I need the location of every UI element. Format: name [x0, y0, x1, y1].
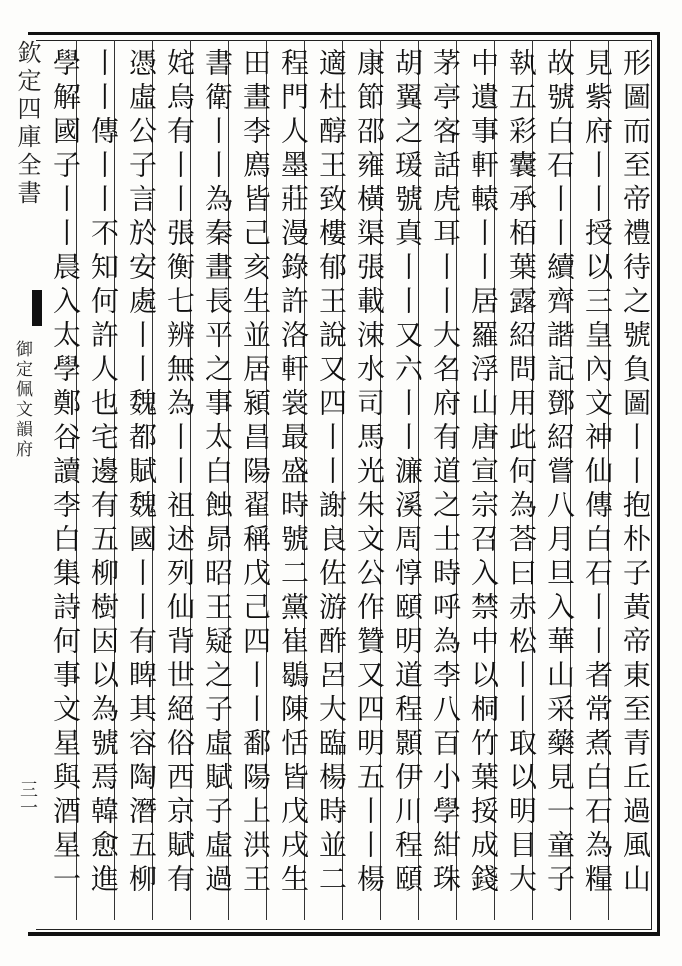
- text-column-2: 見紫府丨丨授以三皇內文神仙傳白石丨丨者常煮白石為糧: [581, 48, 614, 898]
- text-column-6: 茅亭客話虎耳丨丨大名府有道之士時呼為李八百小學紺珠: [429, 48, 462, 898]
- text-column-12: 書衛丨丨為秦畫長平之事太白蝕昴昭王疑之子虛賦子虛過: [201, 48, 234, 898]
- text-column-4: 執五彩囊承栢葉露紹問用此何為荅曰赤松丨丨取以明目大: [505, 48, 538, 898]
- fishtail-mark: [32, 290, 42, 326]
- text-column-14: 憑虛公子言於安處丨丨魏都賦魏國丨丨有睥其容陶潛五柳: [125, 48, 158, 898]
- text-column-5: 中遺事軒轅丨丨居羅浮山唐宣宗召入禁中以桐竹葉挼成錢: [467, 48, 500, 898]
- text-column-11: 田畫李廌皆己亥生並居潁昌陽翟稱戊己四丨丨鄱陽上洪王: [239, 48, 272, 898]
- text-column-13: 姹烏有丨丨張衡七辨無為丨丨祖述列仙背世絕俗西京賦有: [163, 48, 196, 898]
- text-column-15: 丨丨傳丨丨不知何許人也宅邊有五柳樹因以為號焉韓愈進: [87, 48, 120, 898]
- text-column-8: 康節邵雍橫渠張載涑水司馬光朱文公作贊又四明五丨丨楊: [353, 48, 386, 898]
- book-title: 欽定四庫全書: [13, 40, 41, 208]
- text-column-3: 故號白石丨丨續齊諧記鄧紹嘗八月旦入華山采藥見一童子: [543, 48, 576, 898]
- text-column-1: 形圖而至帝禮待之號負圖丨丨抱朴子黃帝東至青丘過風山: [619, 48, 652, 898]
- text-column-9: 適杜醇王致樓郁王說又四丨丨謝良佐游酢呂大臨楊時並二: [315, 48, 348, 898]
- text-column-16: 學解國子丨丨晨入太學鄭谷讀李白集詩何事文星與酒星一: [49, 48, 82, 898]
- margin-banner: [10, 40, 41, 920]
- text-column-7: 胡翼之瑗號真丨丨又六丨丨濂溪周惇頤明道程顥伊川程頤: [391, 48, 424, 898]
- page-number: 三一: [17, 780, 38, 816]
- volume-title: 御定佩文韻府: [12, 340, 32, 460]
- text-column-10: 程門人墨莊漫錄許洛軒裳最盛時號二黨崔鶡陳恬皆戊戌生: [277, 48, 310, 898]
